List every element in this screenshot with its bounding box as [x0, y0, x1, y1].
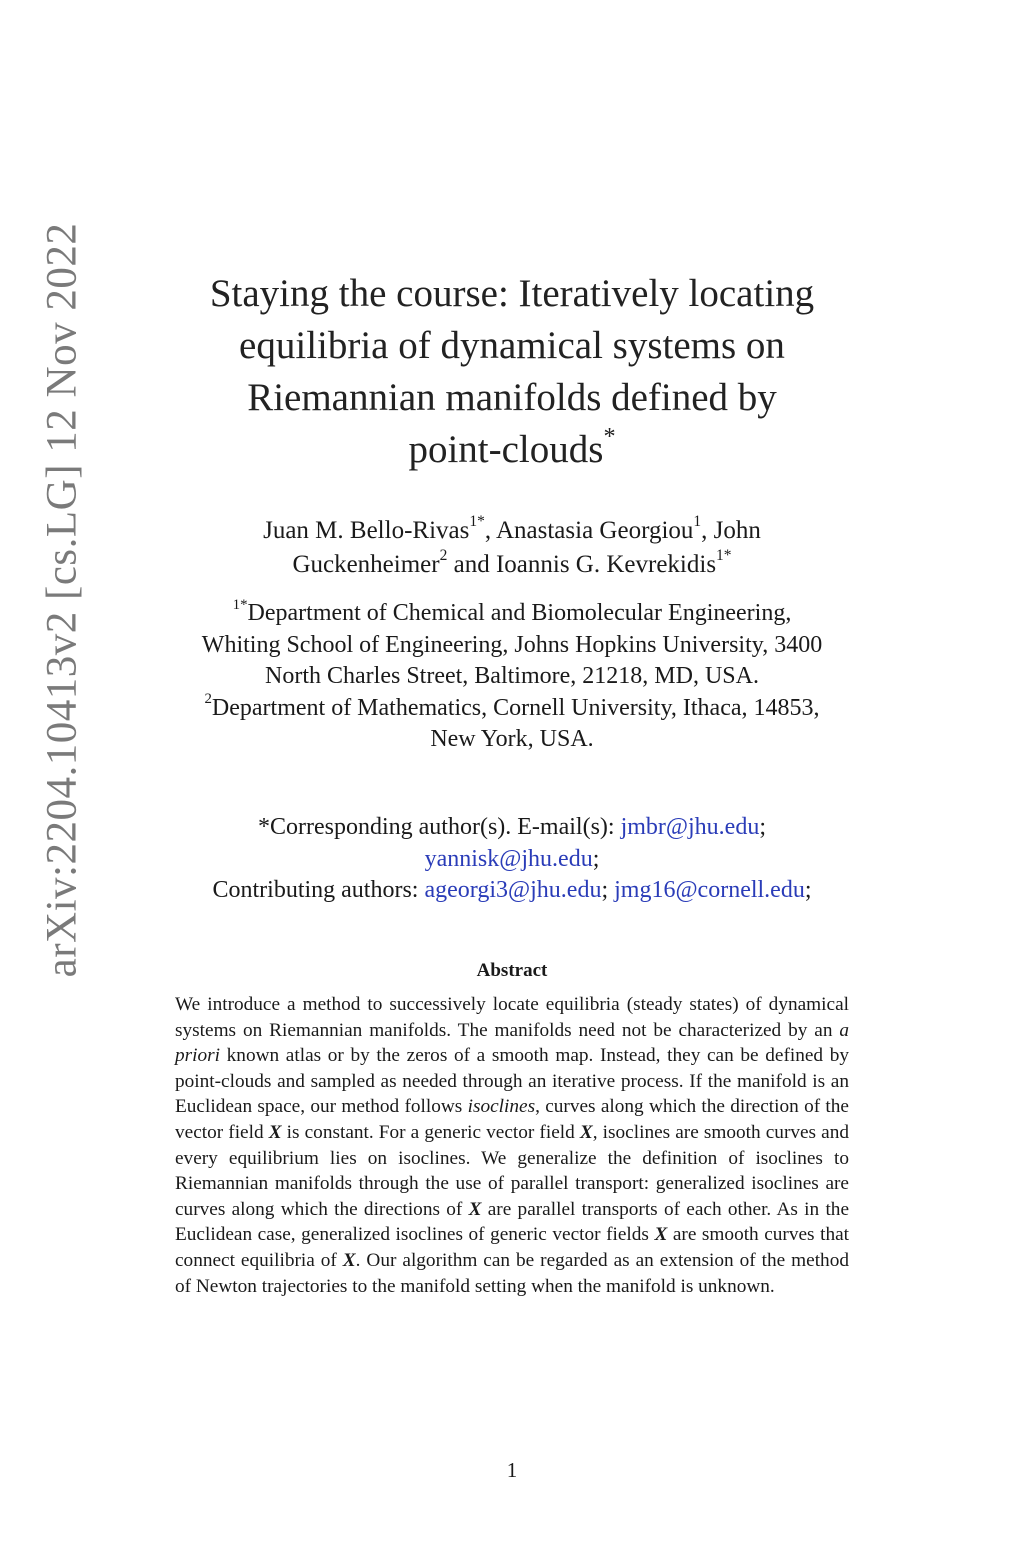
arxiv-identifier: arXiv:2204.10413v2 [cs.LG] 12 Nov 2022 [38, 222, 86, 978]
separator: ; [759, 814, 766, 840]
author-name: Juan M. Bello-Rivas [263, 517, 470, 544]
affil-mark: 1* [232, 596, 248, 613]
affil-line: North Charles Street, Baltimore, 21218, MD, USA. [265, 663, 759, 689]
affil-line: Department of Mathematics, Cornell University, Ithaca, 14853, [211, 694, 820, 721]
abstract-text: We introduce a method to successively locate equilibria (steady states) of dynamical systems on Riemannian manifolds. The manifolds need not be characterized by an [175, 994, 849, 1041]
author-affil-mark: 1 [693, 513, 702, 531]
affil-line: Department of Chemical and Biomolecular Engineering, [247, 600, 792, 626]
correspondence-label: *Corresponding author(s). E-mail(s): [257, 814, 615, 840]
author-name: Guckenheimer [292, 551, 440, 578]
author-affil-mark: 2 [439, 547, 448, 565]
affil-mark: 2 [204, 691, 212, 708]
title-line: Staying the course: Iteratively locating [209, 272, 815, 315]
abstract-text: , isoclines are smooth curves and every equilibrium lies on isoclines. We generalize the definition of isoclines to Riemannian manifolds through the use of parallel transport: generalized isoclines are curves along which the directions of [175, 1121, 849, 1220]
author-name: Anastasia Georgiou [495, 517, 694, 544]
abstract-text: are smooth curves that connect equilibria of [175, 1224, 849, 1271]
paper-title [160, 268, 864, 476]
abstract-italic: isoclines [467, 1096, 536, 1118]
author-affil-mark: 1* [469, 513, 485, 531]
abstract-text: , curves along which the direction of the vector field [175, 1096, 849, 1143]
email-link[interactable]: jmg16@cornell.edu [614, 877, 805, 903]
abstract-text: . Our algorithm can be regarded as an extension of the method of Newton trajectories to the manifold setting when the manifold is unknown. [175, 1249, 849, 1297]
separator: ; [601, 877, 609, 903]
affil-line: New York, USA. [430, 726, 594, 752]
vector-symbol: X [654, 1224, 668, 1246]
abstract-heading: Abstract [476, 960, 548, 981]
author-conjunction: and [453, 551, 490, 578]
email-link[interactable]: jmbr@jhu.edu [620, 814, 760, 840]
abstract-text: known atlas or by the zeros of a smooth map. Instead, they can be defined by point-clouds and sampled as needed through an iterative process. If the manifold is an Euclidean space, our method follows [175, 1045, 849, 1118]
email-link[interactable]: ageorgi3@jhu.edu [424, 877, 602, 903]
page-number: 1 [506, 1458, 518, 1482]
vector-symbol: X [268, 1121, 282, 1143]
affiliation-list [140, 598, 884, 756]
title-line: Riemannian manifolds defined by [247, 376, 777, 419]
title-line [160, 424, 864, 476]
separator: ; [804, 877, 812, 903]
abstract-text: is constant. For a generic vector field [281, 1121, 580, 1143]
vector-symbol: X [468, 1198, 482, 1220]
title-footnote-mark: * [603, 423, 616, 451]
email-link[interactable]: yannisk@jhu.edu [424, 845, 593, 872]
title-line: equilibria of dynamical systems on [239, 324, 785, 367]
vector-symbol: X [342, 1249, 356, 1271]
author-name: Ioannis G. Kevrekidis [495, 551, 717, 578]
correspondence-block [140, 812, 884, 907]
abstract-body [175, 992, 849, 1299]
author-name: John [713, 517, 761, 544]
contributing-label: Contributing authors: [212, 877, 419, 903]
affil-line: Whiting School of Engineering, Johns Hopkins University, 3400 [201, 631, 823, 658]
abstract-text: are parallel transports of each other. As in the Euclidean case, generalized isoclines of generic vector fields [175, 1198, 849, 1246]
separator: ; [592, 845, 600, 872]
author-list: Juan M. Bello-Rivas$^{1*}$, Anastasia Georgiou$^1$, John Guckenheimer$^2$ and Ioannis G. Kevrekidis$^{1*}$ [263, 513, 761, 578]
vector-symbol: X [579, 1121, 593, 1143]
title-line-text: point-clouds [408, 428, 604, 471]
abstract-italic: a priori [175, 1019, 849, 1067]
author-affil-mark: 1* [716, 547, 732, 565]
